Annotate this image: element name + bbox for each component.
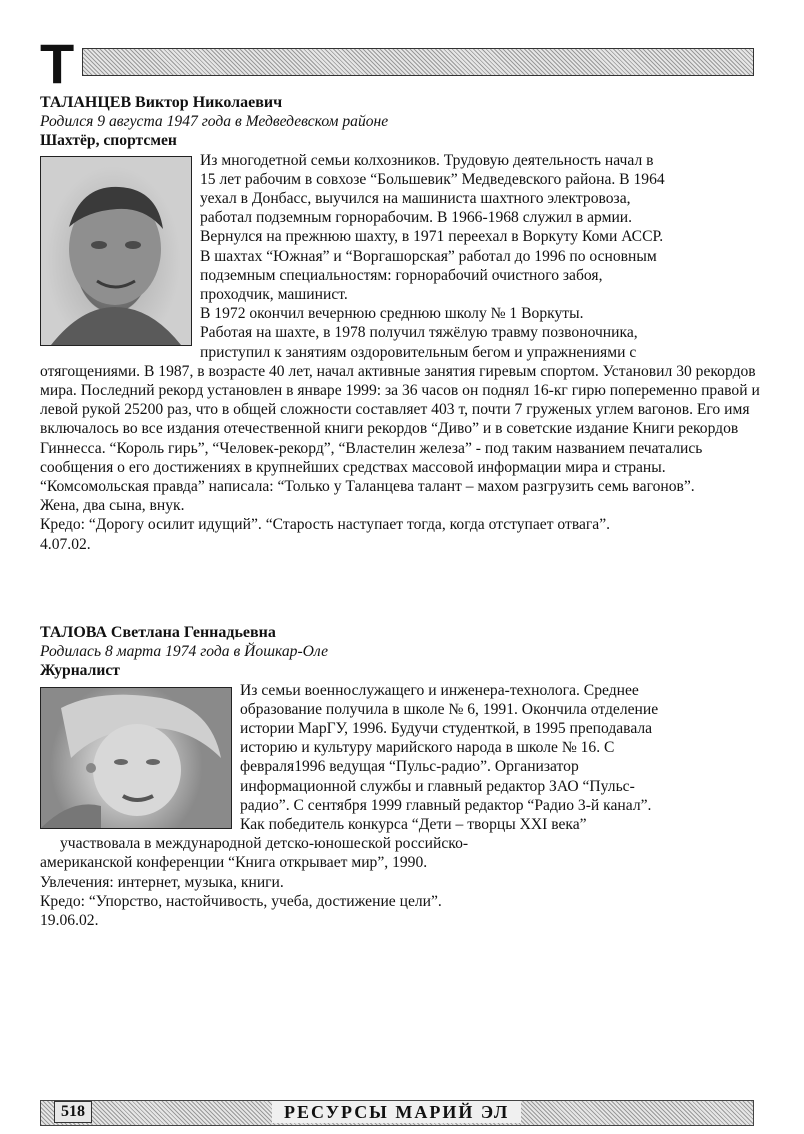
page-number: 518: [54, 1101, 92, 1123]
entry-date: 19.06.02.: [40, 912, 99, 930]
surname: ТАЛОВА: [40, 624, 108, 641]
biography-entry: [40, 623, 760, 930]
text-line: Вернулся на прежнюю шахту, в 1971 переехал в Воркуту Коми АССР.: [200, 228, 664, 246]
portrait-woman-icon: [40, 687, 232, 829]
given-name: Светлана Геннадьевна: [110, 624, 276, 641]
publication-title: РЕСУРСЫ МАРИЙ ЭЛ: [272, 1101, 521, 1123]
text-line: проходчик, машинист.: [200, 286, 348, 304]
biography-continued: отягощениями. В 1987, в возрасте 40 лет, начал активные занятия гиревым спортом. Установил 30 рекордов мира. Последний рекорд установлен в январе 1999: за 36 часов он поднял 16-кг гирю попеременно правой и левой рукой 25200 раз, что в общей сложности составляет 403 т, почти 7 груженых углем вагонов. Его имя включалось во все издания отечественной книги рекордов “Диво” и в советские издание Книги рекордов Гиннесса. “Король гирь”, “Человек-рекорд”, “Властелин железа” - под таким названием печатались сообщения о его достижениях в крупнейших средствах массовой информации мира и страны. “Комсомольская правда” написала: “Только у Таланцева талант – махом разгрузить семь вагонов”.: [40, 362, 760, 496]
page-footer: [40, 1100, 754, 1126]
text-line: информационной службы и главный редактор ЗАО “Пульс-: [240, 777, 635, 795]
credo: Кредо: “Дорогу осилит идущий”. “Старость наступает тогда, когда отступает отвага”.: [40, 516, 611, 534]
given-name: Виктор Николаевич: [135, 94, 283, 111]
text-line: радио”. С сентября 1999 главный редактор “Радио 3-й канал”.: [240, 796, 652, 814]
biography-entry: [40, 93, 760, 554]
text-line: участвовала в международной детско-юношеской российско-: [60, 835, 469, 853]
text-line: приступил к занятиям оздоровительным бегом и упражнениями с: [200, 343, 637, 361]
text-line: Работая на шахте, в 1978 получил тяжёлую травму позвоночника,: [200, 324, 638, 342]
section-header: [40, 32, 754, 95]
birth-info: Родился 9 августа 1947 года в Медведевском районе: [40, 113, 389, 131]
text-line: В 1972 окончил вечернюю среднюю школу № 1 Воркуты.: [200, 305, 584, 323]
text-line: Из семьи военнослужащего и инженера-технолога. Среднее: [240, 681, 639, 699]
profession: Журналист: [40, 662, 120, 680]
hobbies-info: Увлечения: интернет, музыка, книги.: [40, 873, 284, 891]
family-info: Жена, два сына, внук.: [40, 497, 185, 515]
birth-info: Родилась 8 марта 1974 года в Йошкар-Оле: [40, 643, 329, 661]
decorative-hatch-bar: [82, 48, 754, 76]
text-line: февраля1996 ведущая “Пульс-радио”. Организатор: [240, 758, 579, 776]
text-line: образование получила в школе № 6, 1991. Окончила отделение: [240, 700, 659, 718]
profession: Шахтёр, спортсмен: [40, 132, 177, 150]
person-name: [40, 93, 760, 112]
surname: ТАЛАНЦЕВ: [40, 94, 132, 111]
text-line: Как победитель конкурса “Дети – творцы XXI века”: [240, 816, 587, 834]
text-line: В шахтах “Южная” и “Воргашорская” работал до 1996 по основным: [200, 247, 657, 265]
entry-date: 4.07.02.: [40, 535, 91, 553]
text-line: историю и культуру марийского народа в школе № 16. С: [240, 739, 615, 757]
text-line: истории МарГУ, 1996. Будучи студенткой, в 1995 преподавала: [240, 720, 653, 738]
text-line: работал подземным горнорабочим. В 1966-1968 служил в армии.: [200, 209, 633, 227]
text-line: подземным специальностям: горнорабочий очистного забоя,: [200, 266, 603, 284]
text-line: уехал в Донбасс, выучился на машиниста шахтного электровоза,: [200, 190, 631, 208]
section-letter: Т: [40, 32, 75, 95]
person-name: [40, 623, 760, 642]
credo: Кредо: “Упорство, настойчивость, учеба, достижение цели”.: [40, 892, 442, 910]
biography-continued: американской конференции “Книга открывает мир”, 1990.: [40, 854, 428, 872]
text-line: 15 лет рабочим в совхозе “Большевик” Медведевского района. В 1964: [200, 170, 665, 188]
text-line: Из многодетной семьи колхозников. Трудовую деятельность начал в: [200, 151, 654, 169]
portrait-man-icon: [40, 156, 192, 346]
